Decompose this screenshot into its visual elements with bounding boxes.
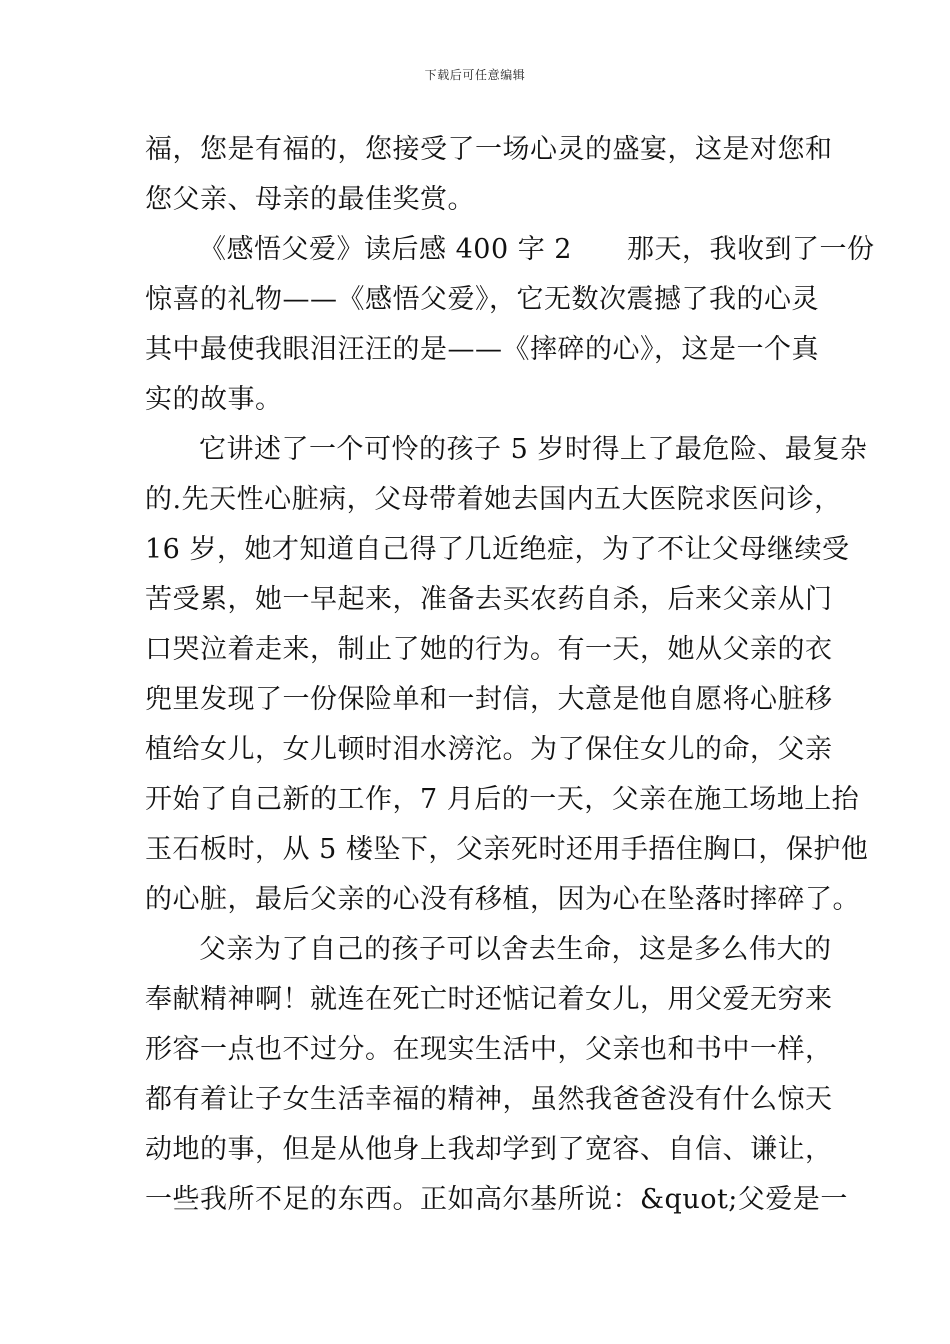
- page-header: 下载后可任意编辑: [424, 68, 526, 82]
- text-line: 形容一点也不过分。在现实生活中，父亲也和书中一样，: [145, 1034, 833, 1065]
- text-line: 玉石板时，从 5 楼坠下，父亲死时还用手捂住胸口，保护他: [145, 834, 869, 865]
- text-line: 父亲为了自己的孩子可以舍去生命，这是多么伟大的: [199, 934, 832, 965]
- text-line: 它讲述了一个可怜的孩子 5 岁时得上了最危险、最复杂: [199, 434, 868, 465]
- text-line: 《感悟父爱》读后感 400 字 2 那天，我收到了一份: [199, 234, 875, 265]
- text-line: 一些我所不足的东西。正如高尔基所说：&quot;父爱是一: [145, 1184, 848, 1215]
- text-line: 兜里发现了一份保险单和一封信，大意是他自愿将心脏移: [145, 684, 833, 715]
- text-line: 惊喜的礼物——《感悟父爱》，它无数次震撼了我的心灵: [145, 284, 819, 315]
- text-line: 苦受累，她一早起来，准备去买农药自杀，后来父亲从门: [145, 584, 833, 615]
- text-line: 的.先天性心脏病，父母带着她去国内五大医院求医问诊，: [145, 484, 842, 515]
- text-line: 奉献精神啊！就连在死亡时还惦记着女儿，用父爱无穷来: [145, 984, 833, 1015]
- text-line: 的心脏，最后父亲的心没有移植，因为心在坠落时摔碎了。: [145, 884, 860, 915]
- text-line: 动地的事，但是从他身上我却学到了宽容、自信、谦让，: [145, 1134, 833, 1165]
- text-line: 开始了自己新的工作，7 月后的一天，父亲在施工场地上抬: [145, 784, 860, 815]
- text-line: 口哭泣着走来，制止了她的行为。有一天，她从父亲的衣: [145, 634, 833, 665]
- text-line: 您父亲、母亲的最佳奖赏。: [145, 184, 475, 215]
- text-line: 其中最使我眼泪汪汪的是——《摔碎的心》，这是一个真: [145, 334, 819, 365]
- text-line: 福，您是有福的，您接受了一场心灵的盛宴，这是对您和: [145, 134, 833, 165]
- text-line: 都有着让子女生活幸福的精神，虽然我爸爸没有什么惊天: [145, 1084, 833, 1115]
- text-line: 16 岁，她才知道自己得了几近绝症，为了不让父母继续受: [145, 534, 850, 565]
- text-line: 实的故事。: [145, 384, 283, 415]
- text-line: 植给女儿，女儿顿时泪水滂沱。为了保住女儿的命，父亲: [145, 734, 833, 765]
